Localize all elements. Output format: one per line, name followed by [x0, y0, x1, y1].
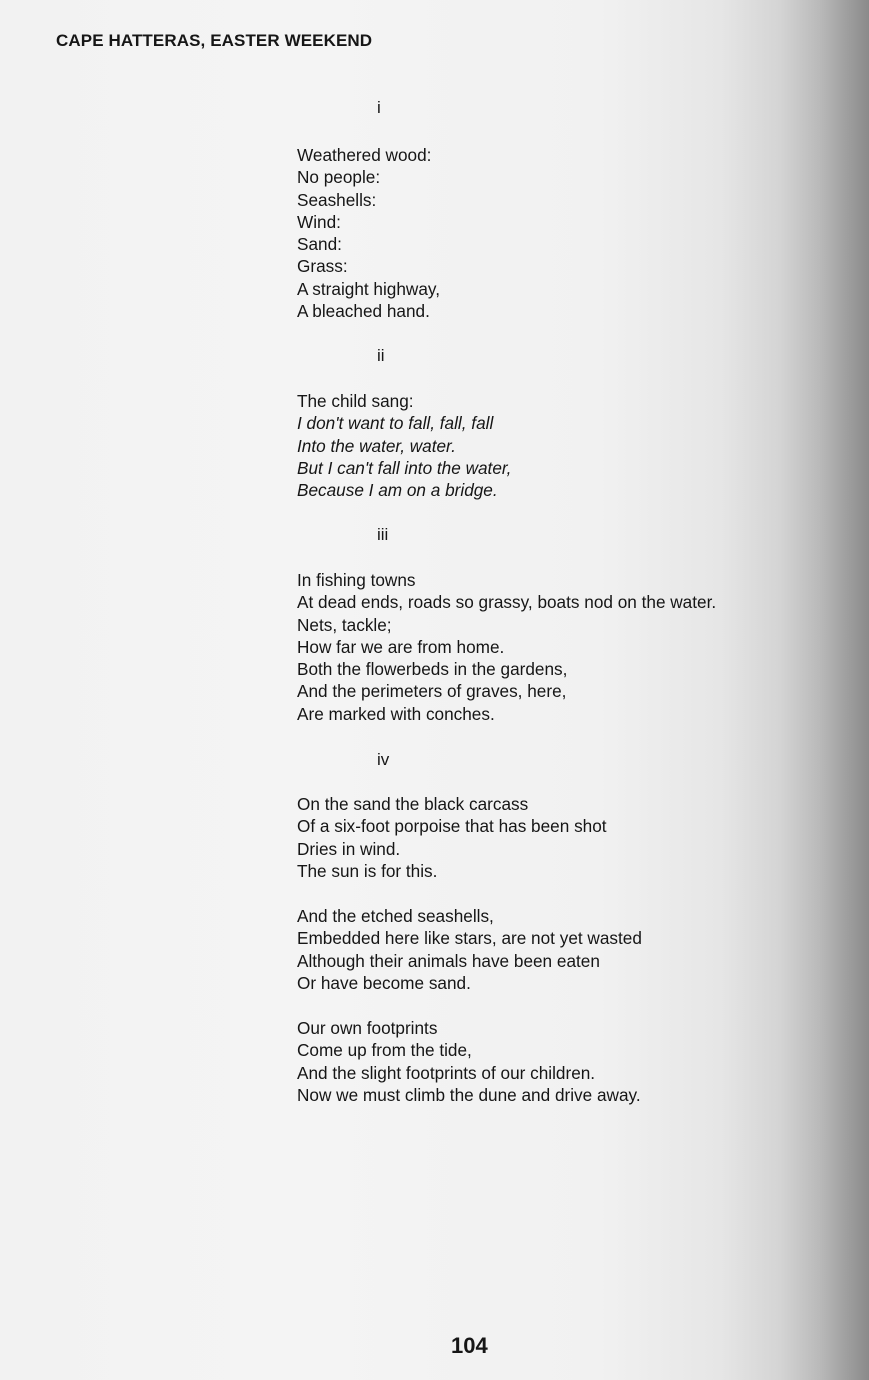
poem-line: Embedded here like stars, are not yet wasted — [297, 928, 642, 949]
poem-title: CAPE HATTERAS, EASTER WEEKEND — [56, 31, 373, 50]
poem-line: And the perimeters of graves, here, — [297, 681, 567, 702]
poem-line: Grass: — [297, 256, 348, 277]
section-numeral-iii: iii — [377, 525, 389, 544]
poem-line: The sun is for this. — [297, 860, 438, 881]
poem-line-italic: Into the water, water. — [297, 435, 456, 456]
poem-line: On the sand the black carcass — [297, 794, 529, 814]
section-iv-stanza-1 — [297, 793, 857, 882]
poem-line: Although their animals have been eaten — [297, 950, 600, 971]
poem-line-italic: Because I am on a bridge. — [297, 480, 498, 501]
poem-line: Or have become sand. — [297, 972, 471, 993]
poem-line: At dead ends, roads so grassy, boats nod on the water. — [297, 592, 717, 613]
page-number: 104 — [451, 1333, 488, 1358]
poem-line: Nets, tackle; — [297, 614, 392, 635]
poem-line: Weathered wood: — [297, 145, 432, 165]
poem-line: Wind: — [297, 211, 341, 232]
section-i — [297, 144, 857, 322]
section-numeral-iv: iv — [377, 750, 390, 769]
section-ii — [297, 390, 857, 501]
poem-line: The child sang: — [297, 391, 414, 411]
poem-line: And the slight footprints of our children. — [297, 1062, 596, 1083]
section-numeral-i: i — [377, 98, 381, 117]
poem-line: Of a six-foot porpoise that has been shot — [297, 816, 607, 837]
song-lyrics — [297, 412, 857, 501]
poem-line: How far we are from home. — [297, 636, 505, 657]
poem-line: In fishing towns — [297, 570, 416, 590]
poem-line: Dries in wind. — [297, 838, 401, 859]
poem-line-italic: But I can't fall into the water, — [297, 457, 512, 478]
poem-line: Sand: — [297, 234, 342, 255]
poem-line: A bleached hand. — [297, 301, 430, 322]
poem-line: Both the flowerbeds in the gardens, — [297, 659, 568, 680]
section-iv-stanza-3 — [297, 1017, 857, 1106]
poem-line: Now we must climb the dune and drive away. — [297, 1084, 641, 1105]
poem-line: Come up from the tide, — [297, 1040, 472, 1061]
section-iv-stanza-2 — [297, 905, 857, 994]
poem-line: Seashells: — [297, 189, 377, 210]
poem-line: Are marked with conches. — [297, 703, 495, 724]
poem-line: A straight highway, — [297, 278, 440, 299]
poem-line-italic: I don't want to fall, fall, fall — [297, 413, 494, 434]
poem-line: No people: — [297, 167, 381, 188]
poem-line: Our own footprints — [297, 1018, 438, 1038]
poem-line: And the etched seashells, — [297, 906, 494, 926]
section-iii — [297, 569, 857, 725]
section-numeral-ii: ii — [377, 346, 385, 365]
